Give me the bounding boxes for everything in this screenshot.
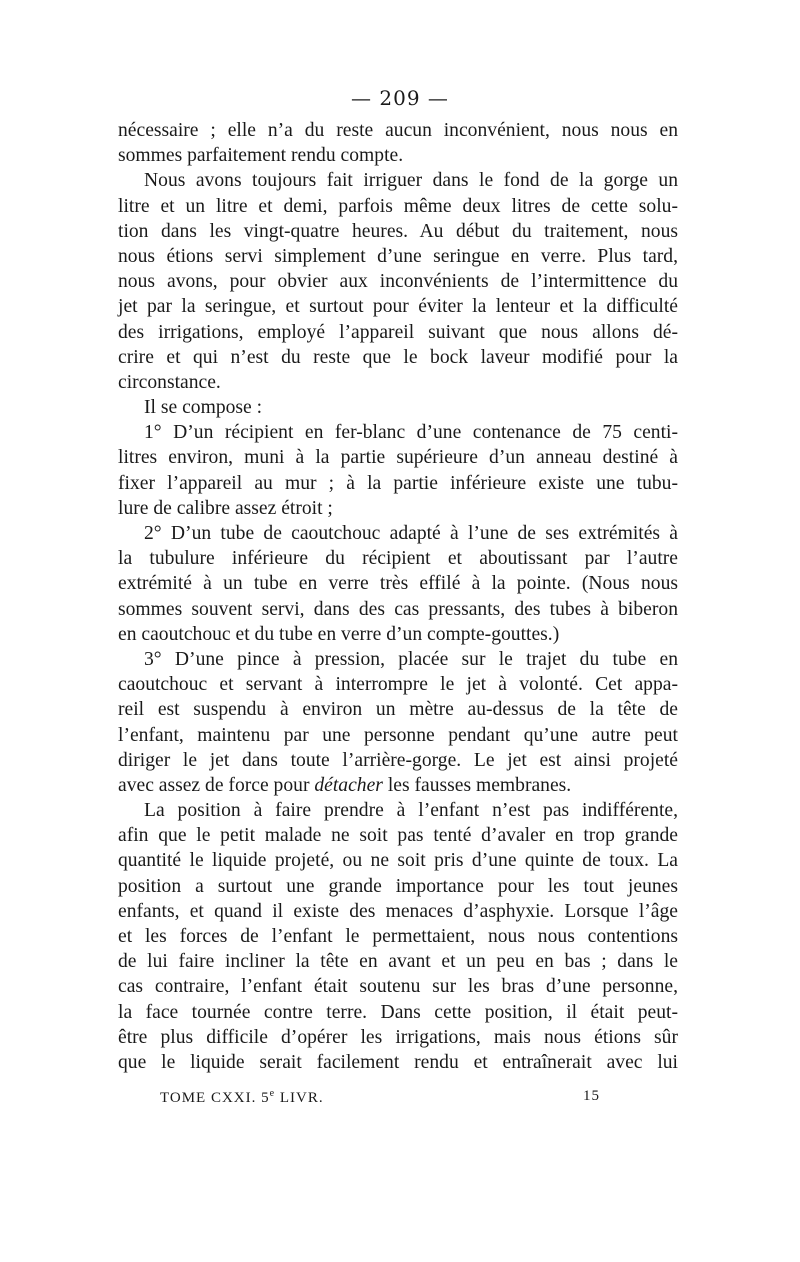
text-line: quantité le liquide projeté, ou ne soit pris d’une quinte de toux. La: [118, 850, 678, 872]
text-line: position a surtout une grande importance pour les tout jeunes: [118, 875, 678, 897]
footer-signature: TOME CXXI. 5e LIVR.: [160, 1088, 324, 1106]
text-line: la face tournée contre terre. Dans cette position, il était peut-: [118, 1001, 678, 1023]
text-line: La position à faire prendre à l’enfant n’est pas indifférente,: [144, 800, 678, 822]
emphasized-word: détacher: [314, 774, 383, 796]
text-segment: les fausses membranes.: [382, 774, 572, 796]
text-line: nous étions servi simplement d’une seringue en verre. Plus tard,: [118, 245, 678, 267]
text-line: 2° D’un tube de caoutchouc adapté à l’une de ses extrémités à: [144, 523, 678, 544]
text-line: 3° D’une pince à pression, placée sur le trajet du tube en: [144, 648, 678, 670]
text-line: diriger le jet dans toute l’arrière-gorge. Le jet est ainsi projeté: [118, 749, 678, 771]
text-line: lure de calibre assez étroit ;: [118, 497, 333, 519]
text-line: extrémité à un tube en verre très effilé à la pointe. (Nous nous: [118, 573, 678, 595]
text-line: fixer l’appareil au mur ; à la partie inférieure existe une tubu-: [118, 472, 678, 494]
text-line: et les forces de l’enfant le permettaient, nous nous contentions: [118, 926, 678, 947]
text-line: circonstance.: [118, 371, 221, 393]
text-segment: avec assez de force pour: [118, 774, 315, 796]
text-line: sommes souvent servi, dans des cas pressants, des tubes à biberon: [118, 598, 678, 620]
body-text: [118, 118, 678, 1075]
page-number: — 209 —: [351, 86, 449, 110]
text-line: crire et qui n’est du reste que le bock laveur modifié pour la: [118, 346, 678, 368]
text-line: en caoutchouc et du tube en verre d’un compte-gouttes.): [118, 623, 560, 645]
text-line: jet par la seringue, et surtout pour éviter la lenteur et la difficulté: [118, 296, 678, 318]
text-line: sommes parfaitement rendu compte.: [118, 145, 404, 167]
footer-sheet-number: 15: [583, 1088, 600, 1104]
text-line: 1° D’un récipient en fer-blanc d’une contenance de 75 centi-: [144, 422, 678, 444]
text-line: que le liquide serait facilement rendu et entraînerait avec lui: [118, 1051, 678, 1073]
text-line: reil est suspendu à environ un mètre au-dessus de la tête de: [118, 699, 678, 721]
text-line: [118, 773, 678, 798]
text-line: de lui faire incliner la tête en avant et un peu en bas ; dans le: [118, 951, 678, 973]
text-line: cas contraire, l’enfant était soutenu sur les bras d’une personne,: [118, 976, 678, 998]
text-line: caoutchouc et servant à interrompre le jet à volonté. Cet appa-: [118, 674, 678, 696]
text-line: l’enfant, maintenu par une personne pendant qu’une autre peut: [118, 724, 678, 746]
text-line: enfants, et quand il existe des menaces d’asphyxie. Lorsque l’âge: [118, 900, 678, 922]
text-line: afin que le petit malade ne soit pas tenté d’avaler en trop grande: [118, 825, 678, 847]
text-line: tion dans les vingt-quatre heures. Au début du traitement, nous: [118, 220, 678, 242]
text-line: être plus difficile d’opérer les irrigations, mais nous étions sûr: [118, 1026, 678, 1048]
text-line: nécessaire ; elle n’a du reste aucun inconvénient, nous nous en: [118, 120, 678, 141]
text-line: des irrigations, employé l’appareil suivant que nous allons dé-: [118, 321, 678, 343]
text-line: litres environ, muni à la partie supérieure d’un anneau destiné à: [118, 447, 678, 469]
text-line: la tubulure inférieure du récipient et aboutissant par l’autre: [118, 548, 678, 570]
text-line: Il se compose :: [144, 397, 263, 419]
text-line: nous avons, pour obvier aux inconvénients de l’intermittence du: [118, 271, 678, 293]
text-line: Nous avons toujours fait irriguer dans le fond de la gorge un: [144, 170, 678, 192]
text-line: litre et un litre et demi, parfois même deux litres de cette solu-: [118, 195, 678, 217]
